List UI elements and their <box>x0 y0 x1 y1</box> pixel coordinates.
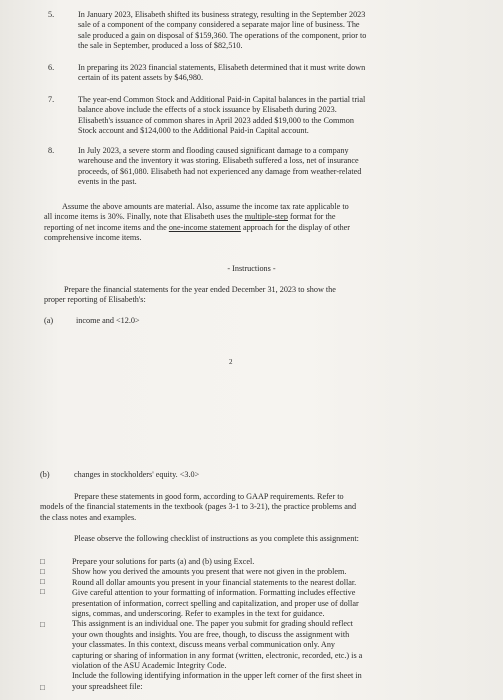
checkbox-icon[interactable]: □ <box>40 567 45 576</box>
part-b <box>40 470 340 480</box>
one-income-statement-term: one-income statement <box>168 222 241 232</box>
item-line: proceeds, of $61,080. Elisabeth had not experienced any damage from weather-related <box>78 166 362 176</box>
checklist-line: presentation of information, correct spelling and capitalization, and proper use of dollar <box>72 598 359 608</box>
part-a <box>44 316 244 326</box>
checkbox-icon[interactable]: □ <box>40 577 45 586</box>
checklist-line: Show how you derived the amounts you present that were not given in the problem. <box>72 567 347 577</box>
item-line: balance above include the effects of a stock issuance by Elisabeth during 2023. <box>78 105 337 115</box>
item-number: 7. <box>48 95 55 104</box>
checklist-line: Include the following identifying information in the upper left corner of the first sheet in <box>72 671 362 681</box>
prepare-paragraph <box>40 492 492 523</box>
checklist-line: Give careful attention to your formatting of information. Formatting includes effective <box>72 588 356 598</box>
item-line: warehouse and the inventory it was storing. Elisabeth suffered a loss, net of insurance <box>78 156 359 166</box>
prepare-line-2: models of the financial statements in the textbook (pages 3-1 to 3-21), the practice problems and <box>40 502 357 512</box>
checkbox-icon[interactable]: □ <box>40 557 45 566</box>
multiple-step-term: multiple-step <box>244 212 288 222</box>
part-a-text: income and <12.0> <box>76 316 140 325</box>
checklist-line: your classmates. In this context, discuss means verbal communication only. Any <box>72 640 336 650</box>
item-number: 8. <box>48 146 55 155</box>
item-line: events in the past. <box>78 177 137 187</box>
checklist-line: This assignment is an individual one. The paper you submit for grading should reflect <box>72 619 353 629</box>
item-number: 6. <box>48 63 55 72</box>
assume-paragraph <box>44 202 489 244</box>
item-5 <box>48 10 488 54</box>
assume-line-4: comprehensive income items. <box>44 233 142 243</box>
checkbox-icon[interactable]: □ <box>40 587 45 596</box>
checklist-line: your own thoughts and insights. You are free, though, to discuss the assignment with <box>72 629 350 639</box>
assume-line-3: reporting of net income items and the one-income statement approach for the display of other <box>44 222 351 232</box>
part-b-text: changes in stockholders' equity. <3.0> <box>74 470 200 479</box>
checklist-line: capturing or sharing of information in any format (written, electronic, recorded, etc.) is a <box>72 650 363 660</box>
prepare-line-3: the class notes and examples. <box>40 512 137 522</box>
item-line: In January 2023, Elisabeth shifted its business strategy, resulting in the September 2023 <box>78 10 366 19</box>
item-line: sale of a component of the company considered a separate major line of business. The <box>78 20 360 30</box>
item-line: In preparing its 2023 financial statements, Elisabeth determined that it must write down <box>78 63 366 72</box>
item-6 <box>48 63 488 85</box>
item-7 <box>48 95 488 139</box>
instructions-heading: - Instructions - <box>227 264 276 273</box>
item-line: the sale in September, produced a loss of $82,510. <box>78 41 243 51</box>
page-mark: 2 <box>229 358 233 366</box>
checkbox-icon[interactable]: □ <box>40 683 45 692</box>
assume-line-1: Assume the above amounts are material. Also, assume the income tax rate applicable to <box>62 202 349 211</box>
assume-line-2: all income items is 30%. Finally, note that Elisabeth uses the multiple-step format for the <box>44 212 336 222</box>
checklist-line: Round all dollar amounts you present in your financial statements to the nearest dollar. <box>72 577 357 587</box>
item-line: sale produced a gain on disposal of $159,360. The operations of the component, prior to <box>78 30 367 40</box>
part-b-label: (b) <box>40 470 50 479</box>
checkbox-icon[interactable]: □ <box>40 620 45 629</box>
instructions-line-1: Prepare the financial statements for the year ended December 31, 2023 to show the <box>64 285 336 294</box>
instructions-line-2: proper reporting of Elisabeth's: <box>44 295 146 305</box>
item-line: certain of its patent assets by $46,980. <box>78 73 204 83</box>
checklist-line: your spreadsheet file: <box>72 681 143 691</box>
checklist-items <box>72 557 497 692</box>
item-line: Elisabeth's issuance of common shares in April 2023 added $19,000 to the Common <box>78 115 354 125</box>
checklist-line: signs, commas, and underscoring. Refer to examples in the text for guidance. <box>72 609 325 619</box>
instructions-paragraph <box>44 285 489 306</box>
checklist-line: Prepare your solutions for parts (a) and (b) using Excel. <box>72 557 255 566</box>
item-8 <box>48 146 488 190</box>
item-number: 5. <box>48 10 55 19</box>
checkbox-column <box>40 557 70 697</box>
part-a-label: (a) <box>44 316 54 325</box>
checklist-intro: Please observe the following checklist of instructions as you complete this assignment: <box>74 534 359 543</box>
item-line: In July 2023, a severe storm and flooding caused significant damage to a company <box>78 146 349 155</box>
item-line: The year-end Common Stock and Additional Paid-in Capital balances in the partial trial <box>78 95 366 104</box>
item-line: Stock account and $124,000 to the Additional Paid-in Capital account. <box>78 126 309 136</box>
prepare-line-1: Prepare these statements in good form, according to GAAP requirements. Refer to <box>74 492 344 501</box>
checklist-line: violation of the ASU Academic Integrity Code. <box>72 661 227 671</box>
